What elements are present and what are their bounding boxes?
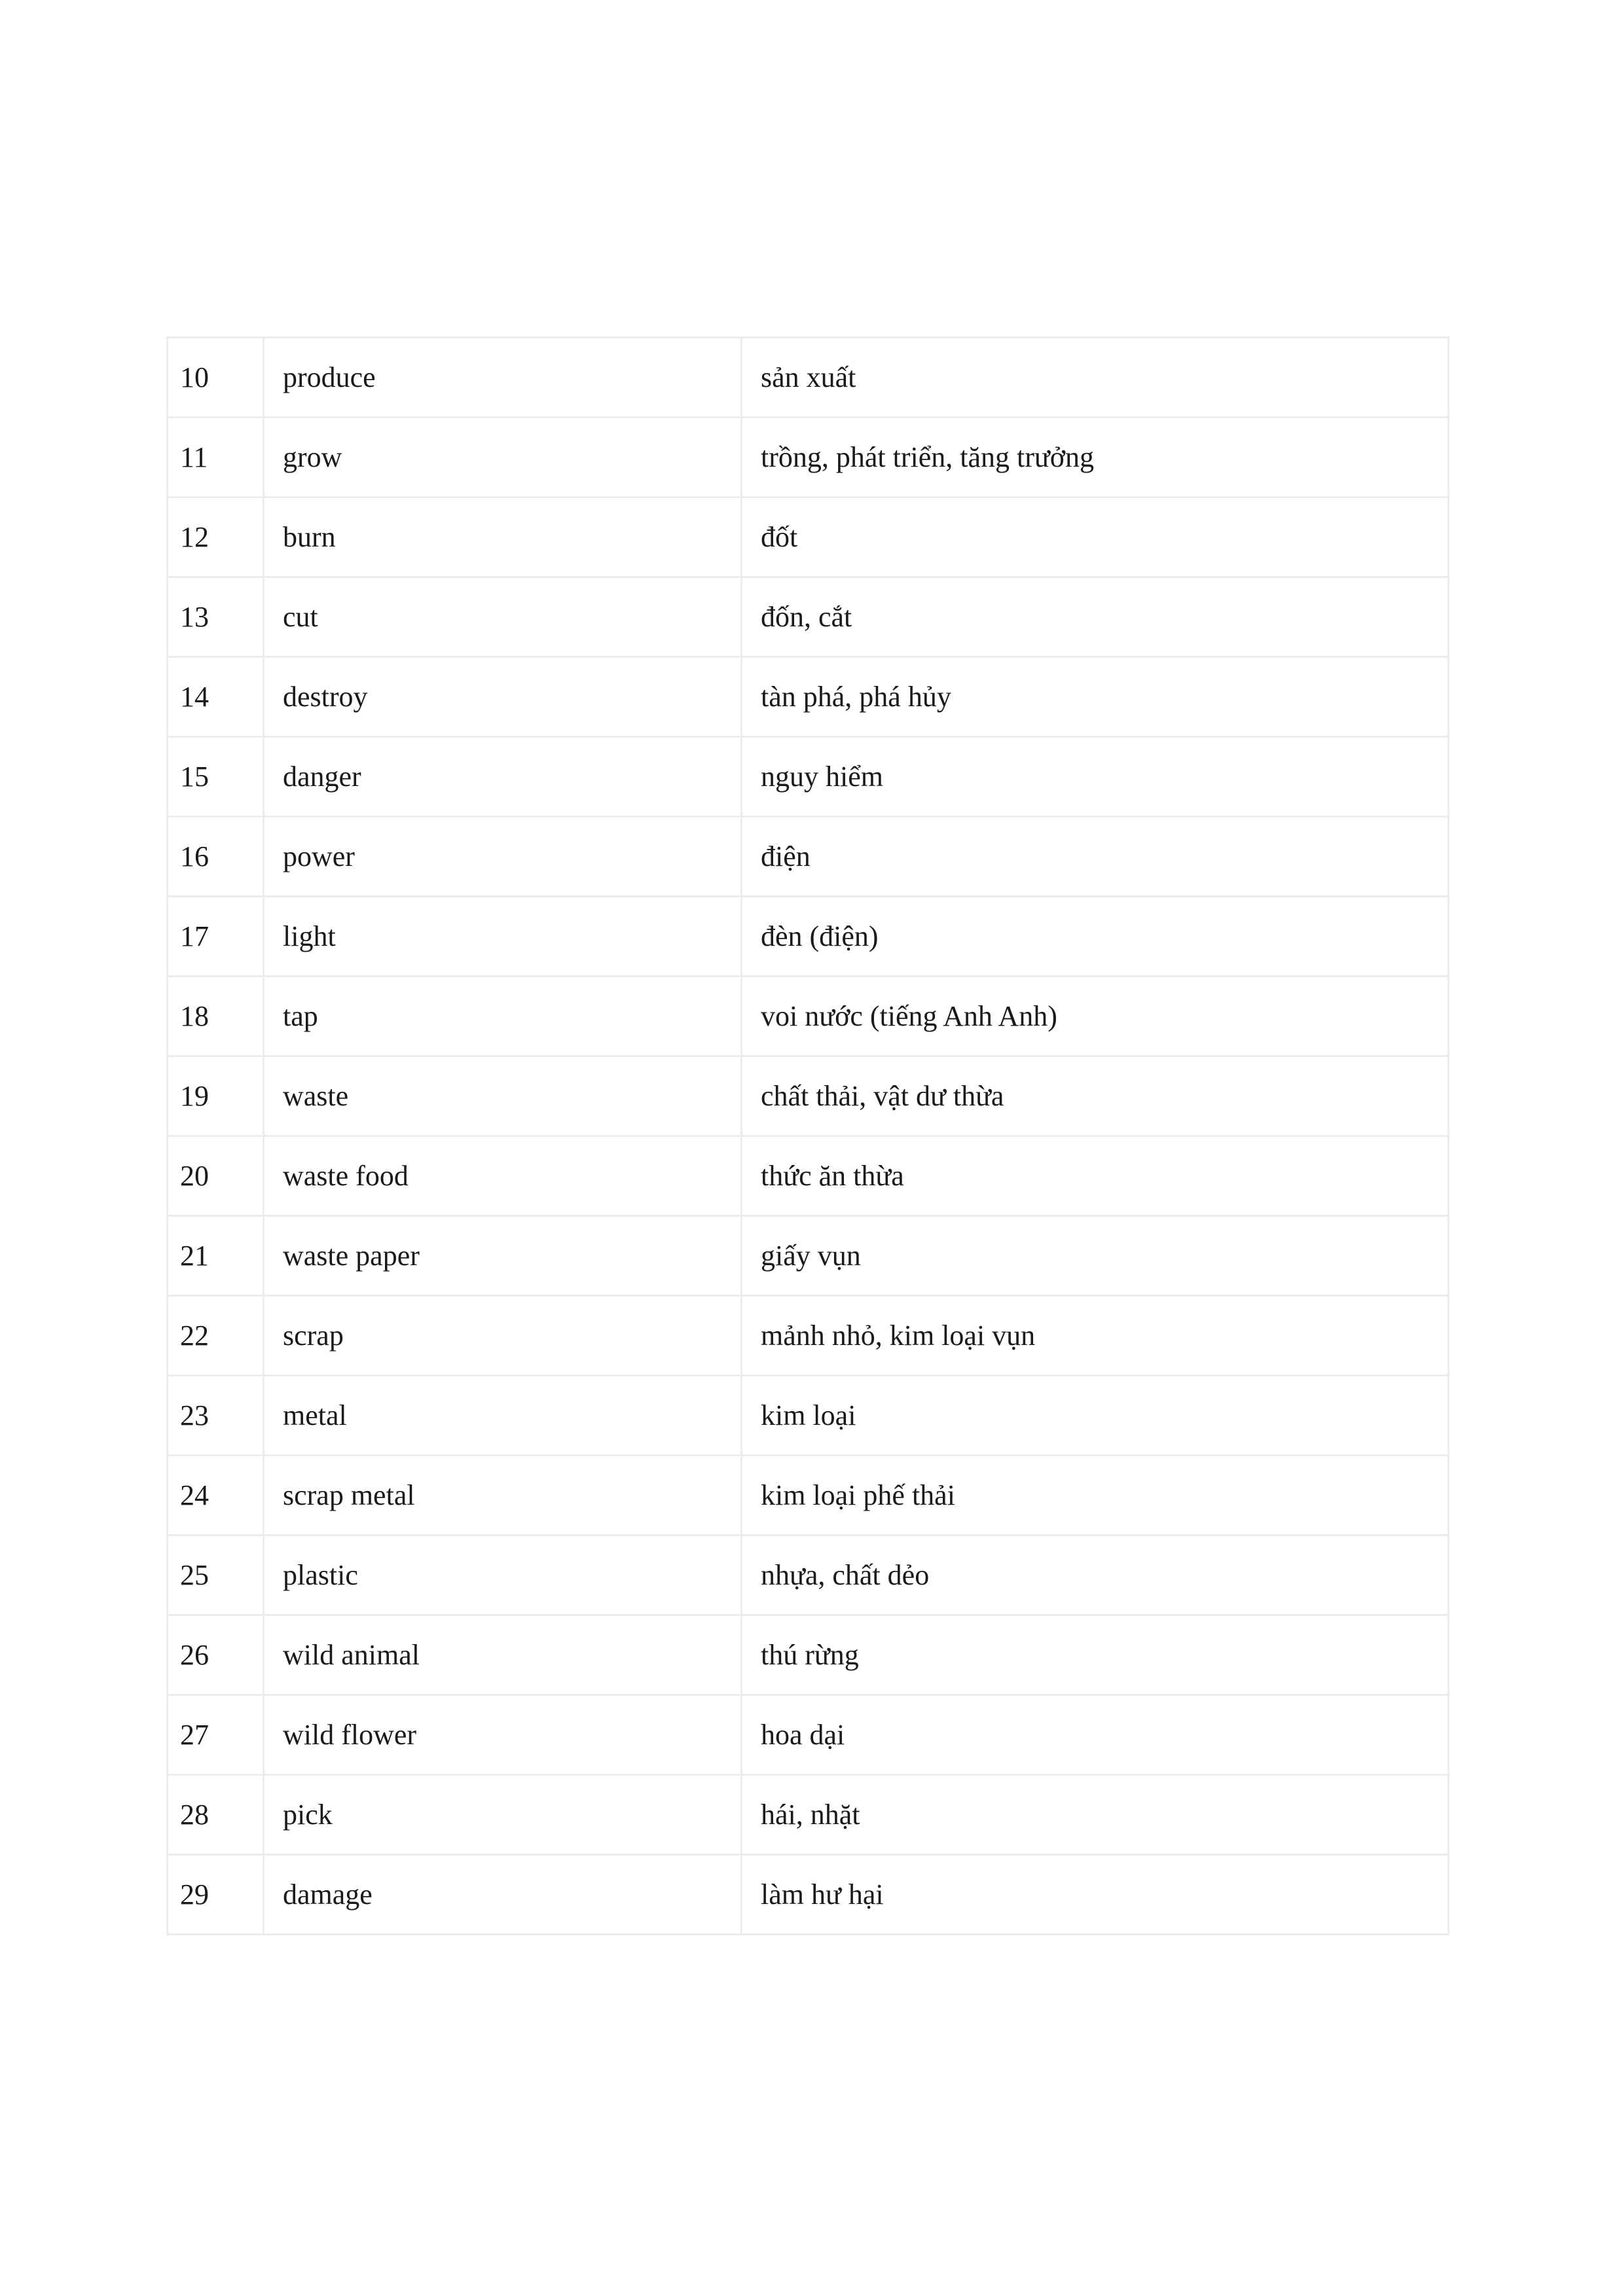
row-number: 15: [168, 737, 264, 817]
row-number: 21: [168, 1216, 264, 1296]
vietnamese-meaning: tàn phá, phá hủy: [742, 657, 1449, 737]
row-number: 23: [168, 1376, 264, 1456]
table-row: [168, 1376, 1449, 1456]
english-word: produce: [264, 338, 742, 418]
vocabulary-table-body: [168, 338, 1449, 1935]
vietnamese-meaning: trồng, phát triển, tăng trưởng: [742, 418, 1449, 497]
english-word: waste paper: [264, 1216, 742, 1296]
vietnamese-meaning: thức ăn thừa: [742, 1136, 1449, 1216]
row-number: 13: [168, 577, 264, 657]
vietnamese-meaning: nhựa, chất dẻo: [742, 1535, 1449, 1615]
table-row: [168, 1296, 1449, 1376]
vietnamese-meaning: mảnh nhỏ, kim loại vụn: [742, 1296, 1449, 1376]
vietnamese-meaning: sản xuất: [742, 338, 1449, 418]
row-number: 17: [168, 897, 264, 977]
table-row: [168, 338, 1449, 418]
row-number: 14: [168, 657, 264, 737]
row-number: 28: [168, 1775, 264, 1855]
row-number: 20: [168, 1136, 264, 1216]
vietnamese-meaning: hái, nhặt: [742, 1775, 1449, 1855]
vietnamese-meaning: giấy vụn: [742, 1216, 1449, 1296]
table-row: [168, 1456, 1449, 1535]
english-word: plastic: [264, 1535, 742, 1615]
table-row: [168, 1136, 1449, 1216]
vietnamese-meaning: thú rừng: [742, 1615, 1449, 1695]
table-row: [168, 1695, 1449, 1775]
table-row: [168, 1535, 1449, 1615]
english-word: scrap metal: [264, 1456, 742, 1535]
english-word: destroy: [264, 657, 742, 737]
row-number: 10: [168, 338, 264, 418]
vietnamese-meaning: đèn (điện): [742, 897, 1449, 977]
table-row: [168, 1855, 1449, 1935]
english-word: waste food: [264, 1136, 742, 1216]
row-number: 12: [168, 497, 264, 577]
row-number: 11: [168, 418, 264, 497]
table-row: [168, 1775, 1449, 1855]
english-word: grow: [264, 418, 742, 497]
vietnamese-meaning: điện: [742, 817, 1449, 897]
table-row: [168, 577, 1449, 657]
english-word: wild flower: [264, 1695, 742, 1775]
vietnamese-meaning: chất thải, vật dư thừa: [742, 1056, 1449, 1136]
row-number: 25: [168, 1535, 264, 1615]
row-number: 26: [168, 1615, 264, 1695]
vietnamese-meaning: kim loại: [742, 1376, 1449, 1456]
english-word: waste: [264, 1056, 742, 1136]
english-word: damage: [264, 1855, 742, 1935]
row-number: 22: [168, 1296, 264, 1376]
table-row: [168, 1216, 1449, 1296]
vocabulary-table: [166, 336, 1450, 1935]
english-word: tap: [264, 977, 742, 1056]
vietnamese-meaning: voi nước (tiếng Anh Anh): [742, 977, 1449, 1056]
english-word: wild animal: [264, 1615, 742, 1695]
table-row: [168, 817, 1449, 897]
vietnamese-meaning: đốt: [742, 497, 1449, 577]
english-word: danger: [264, 737, 742, 817]
english-word: scrap: [264, 1296, 742, 1376]
row-number: 16: [168, 817, 264, 897]
english-word: metal: [264, 1376, 742, 1456]
table-row: [168, 737, 1449, 817]
row-number: 19: [168, 1056, 264, 1136]
vietnamese-meaning: làm hư hại: [742, 1855, 1449, 1935]
english-word: cut: [264, 577, 742, 657]
vietnamese-meaning: nguy hiểm: [742, 737, 1449, 817]
row-number: 24: [168, 1456, 264, 1535]
vietnamese-meaning: hoa dại: [742, 1695, 1449, 1775]
table-row: [168, 1056, 1449, 1136]
english-word: power: [264, 817, 742, 897]
table-row: [168, 977, 1449, 1056]
english-word: light: [264, 897, 742, 977]
table-row: [168, 657, 1449, 737]
vietnamese-meaning: kim loại phế thải: [742, 1456, 1449, 1535]
english-word: burn: [264, 497, 742, 577]
row-number: 29: [168, 1855, 264, 1935]
row-number: 27: [168, 1695, 264, 1775]
table-row: [168, 418, 1449, 497]
vietnamese-meaning: đốn, cắt: [742, 577, 1449, 657]
table-row: [168, 497, 1449, 577]
english-word: pick: [264, 1775, 742, 1855]
row-number: 18: [168, 977, 264, 1056]
table-row: [168, 1615, 1449, 1695]
table-row: [168, 897, 1449, 977]
